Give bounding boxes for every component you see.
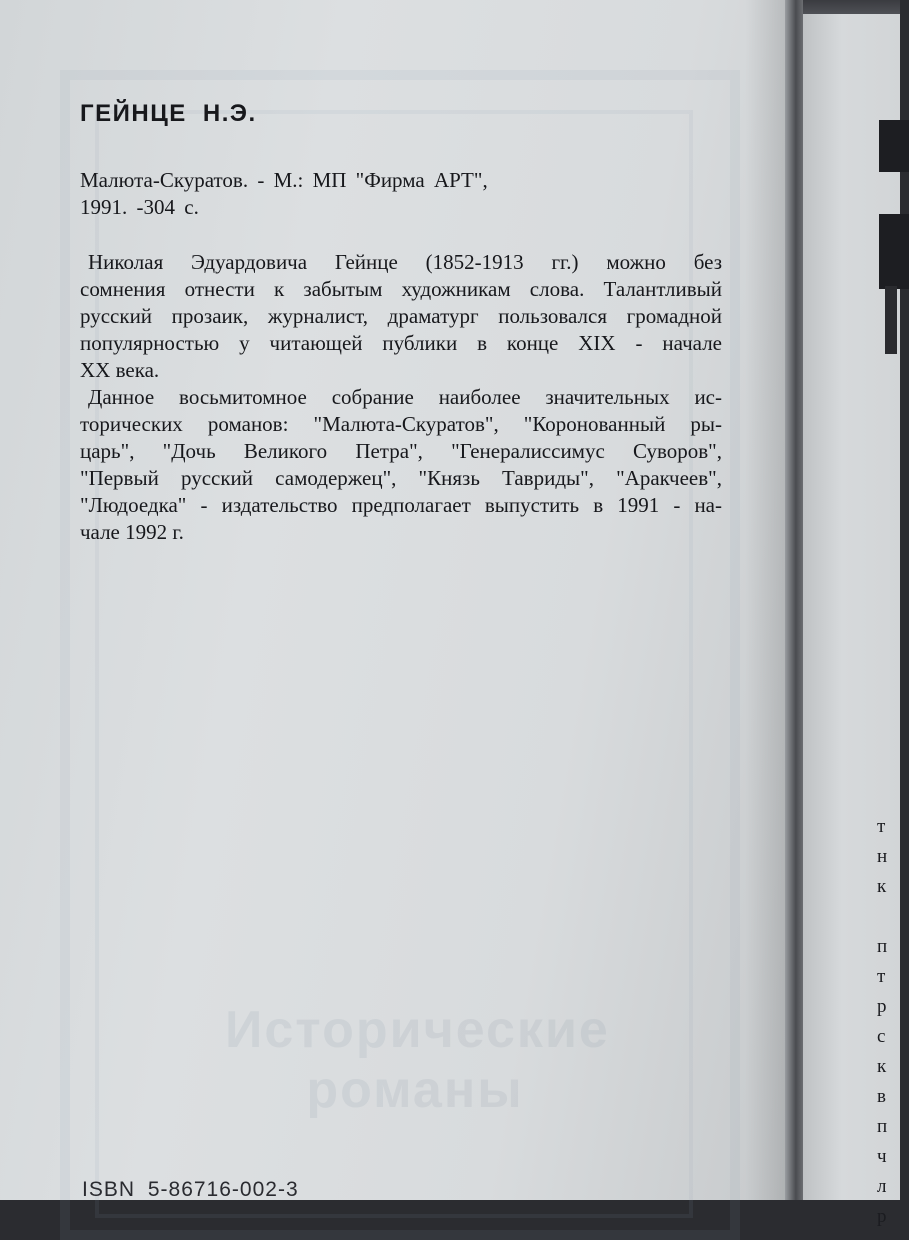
isbn-line: ISBN 5-86716-002-3 xyxy=(82,1178,299,1201)
adjacent-letter: т xyxy=(877,816,886,837)
adjacent-letter: в xyxy=(877,1086,886,1107)
adjacent-page xyxy=(803,14,900,1227)
paragraph-line: сомнения отнести к забытым художникам слова. Талантливый xyxy=(80,277,722,301)
paragraph-line: популярностью у читающей публики в конце XIX - начале xyxy=(80,331,722,355)
paragraph-line: "Первый русский самодержец", "Князь Тавриды", "Аракчеев", xyxy=(80,466,722,490)
adjacent-letter: к xyxy=(877,876,887,897)
annotation-paragraph-2 xyxy=(80,384,722,546)
paragraph-line: царь", "Дочь Великого Петра", "Генералиссимус Суворов", xyxy=(80,439,722,463)
adjacent-letter: т xyxy=(877,966,886,987)
adjacent-letter: п xyxy=(877,936,888,957)
adjacent-letter xyxy=(877,902,887,932)
paragraph-line: XX века. xyxy=(80,358,160,382)
adjacent-letter: с xyxy=(877,1026,886,1047)
adjacent-letter: ч xyxy=(877,1146,887,1167)
paragraph-line: Николая Эдуардовича Гейнце (1852-1913 гг.) можно без xyxy=(88,250,722,274)
paragraph-line: торических романов: "Малюта-Скуратов", "Коронованный ры- xyxy=(80,412,722,436)
bibliographic-record xyxy=(80,167,722,221)
annotation-paragraph-1 xyxy=(80,249,722,384)
show-through-line: Исторические xyxy=(225,1001,610,1059)
paragraph-line: чале 1992 г. xyxy=(80,520,184,544)
book-gutter xyxy=(785,0,803,1200)
adjacent-letter: л xyxy=(877,1176,887,1197)
paragraph-line: русский прозаик, журналист, драматург пользовался громадной xyxy=(80,304,722,328)
adjacent-heading-fragment xyxy=(885,286,897,354)
adjacent-letter: к xyxy=(877,1056,887,1077)
paragraph-line: Данное восьмитомное собрание наиболее значительных ис- xyxy=(88,385,722,409)
biblio-line: 1991. -304 с. xyxy=(80,195,199,219)
text-column xyxy=(80,100,722,546)
show-through-title xyxy=(225,1000,610,1120)
adjacent-heading-fragment xyxy=(879,120,909,172)
paragraph-line: "Людоедка" - издательство предполагает выпустить в 1991 - на- xyxy=(80,493,722,517)
biblio-line: Малюта-Скуратов. - М.: МП "Фирма АРТ", xyxy=(80,168,488,192)
adjacent-letter: р xyxy=(877,996,887,1017)
adjacent-letter: р xyxy=(877,1206,887,1227)
adjacent-letter: н xyxy=(877,846,888,867)
adjacent-text-fragments xyxy=(877,812,887,1232)
adjacent-heading-fragment xyxy=(879,214,909,289)
author-heading: ГЕЙНЦЕ Н.Э. xyxy=(80,100,257,127)
adjacent-letter: п xyxy=(877,1116,888,1137)
show-through-line: романы xyxy=(306,1061,524,1119)
